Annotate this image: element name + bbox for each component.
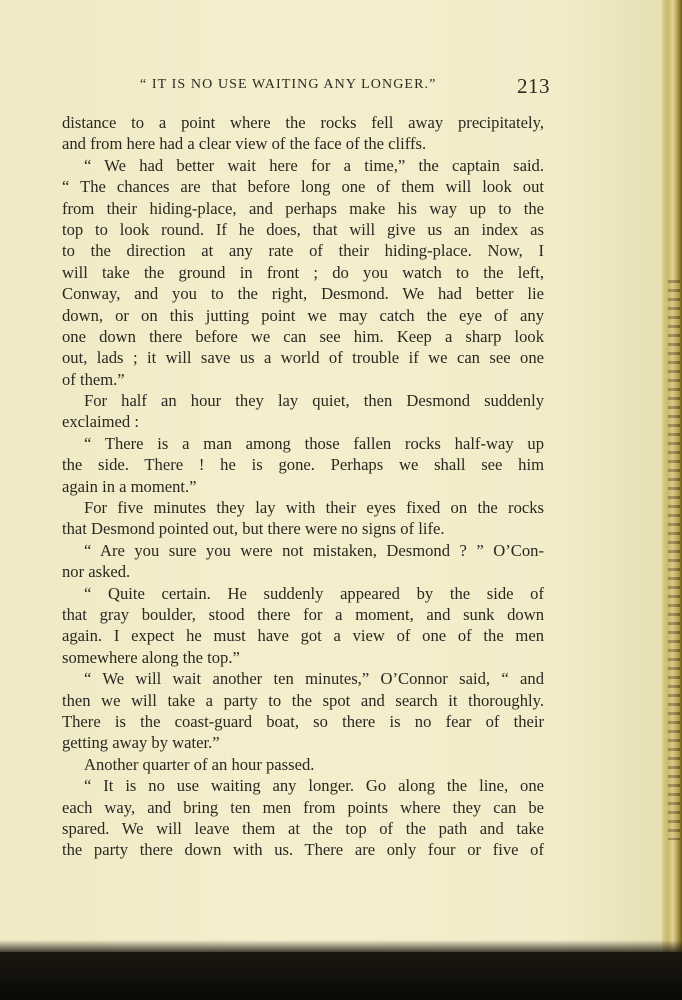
text-line: exclaimed : — [62, 412, 139, 432]
body-text — [62, 112, 544, 861]
text-line: that Desmond pointed out, but there were no signs of life. — [62, 519, 445, 539]
page-header — [140, 74, 550, 99]
text-line: distance to a point where the rocks fell away precipitately, — [62, 113, 544, 132]
text-line: down, or on this jutting point we may catch the eye of any — [62, 305, 544, 325]
bottom-shadow — [0, 940, 682, 1000]
text-line: nor asked. — [62, 562, 131, 582]
text-line: “ Are you sure you were not mistaken, Desmond ? ” O’Con- — [84, 540, 544, 560]
text-line: from their hiding-place, and perhaps make his way up to the — [62, 198, 544, 218]
text-line: again. I expect he must have got a view of one of the men — [62, 626, 544, 646]
text-line: For half an hour they lay quiet, then Desmond suddenly — [84, 391, 544, 411]
text-line: out, lads ; it will save us a world of trouble if we can see one — [62, 348, 544, 368]
text-line: each way, and bring ten men from points where they can be — [62, 797, 544, 817]
text-line: “ There is a man among those fallen rocks half-way up — [84, 433, 544, 453]
page-edge — [662, 0, 682, 952]
text-line: Another quarter of an hour passed. — [84, 754, 315, 774]
text-line: the side. There ! he is gone. Perhaps we shall see him — [62, 455, 544, 475]
text-line: again in a moment.” — [62, 476, 197, 496]
text-line: will take the ground in front ; do you watch to the left, — [62, 262, 544, 282]
text-line: “ We will wait another ten minutes,” O’Connor said, “ and — [84, 669, 544, 689]
text-line: to the direction at any rate of their hiding-place. Now, I — [62, 241, 544, 261]
text-line: one down there before we can see him. Keep a sharp look — [62, 326, 544, 346]
text-line: “ It is no use waiting any longer. Go along the line, one — [84, 776, 544, 796]
text-line: There is the coast-guard boat, so there is no fear of their — [62, 711, 544, 731]
text-line: that gray boulder, stood there for a moment, and sunk down — [62, 604, 544, 624]
text-line: spared. We will leave them at the top of the path and take — [62, 818, 544, 838]
running-head: “ IT IS NO USE WAITING ANY LONGER.” — [140, 77, 437, 92]
text-line: the party there down with us. There are only four or five of — [62, 840, 544, 860]
page-number: 213 — [517, 74, 550, 98]
text-line: somewhere along the top.” — [62, 647, 240, 667]
text-line: of them.” — [62, 369, 125, 389]
text-line: For five minutes they lay with their eyes fixed on the rocks — [84, 498, 544, 518]
text-line: getting away by water.” — [62, 733, 220, 753]
text-line: then we will take a party to the spot and search it thoroughly. — [62, 690, 544, 710]
text-line: “ Quite certain. He suddenly appeared by the side of — [84, 583, 544, 603]
text-line: Conway, and you to the right, Desmond. We had better lie — [62, 284, 544, 304]
text-line: “ We had better wait here for a time,” the captain said. — [84, 155, 544, 175]
text-line: and from here had a clear view of the face of the cliffs. — [62, 134, 427, 154]
text-line: top to look round. If he does, that will give us an index as — [62, 219, 544, 239]
text-line: “ The chances are that before long one of them will look out — [62, 177, 544, 197]
